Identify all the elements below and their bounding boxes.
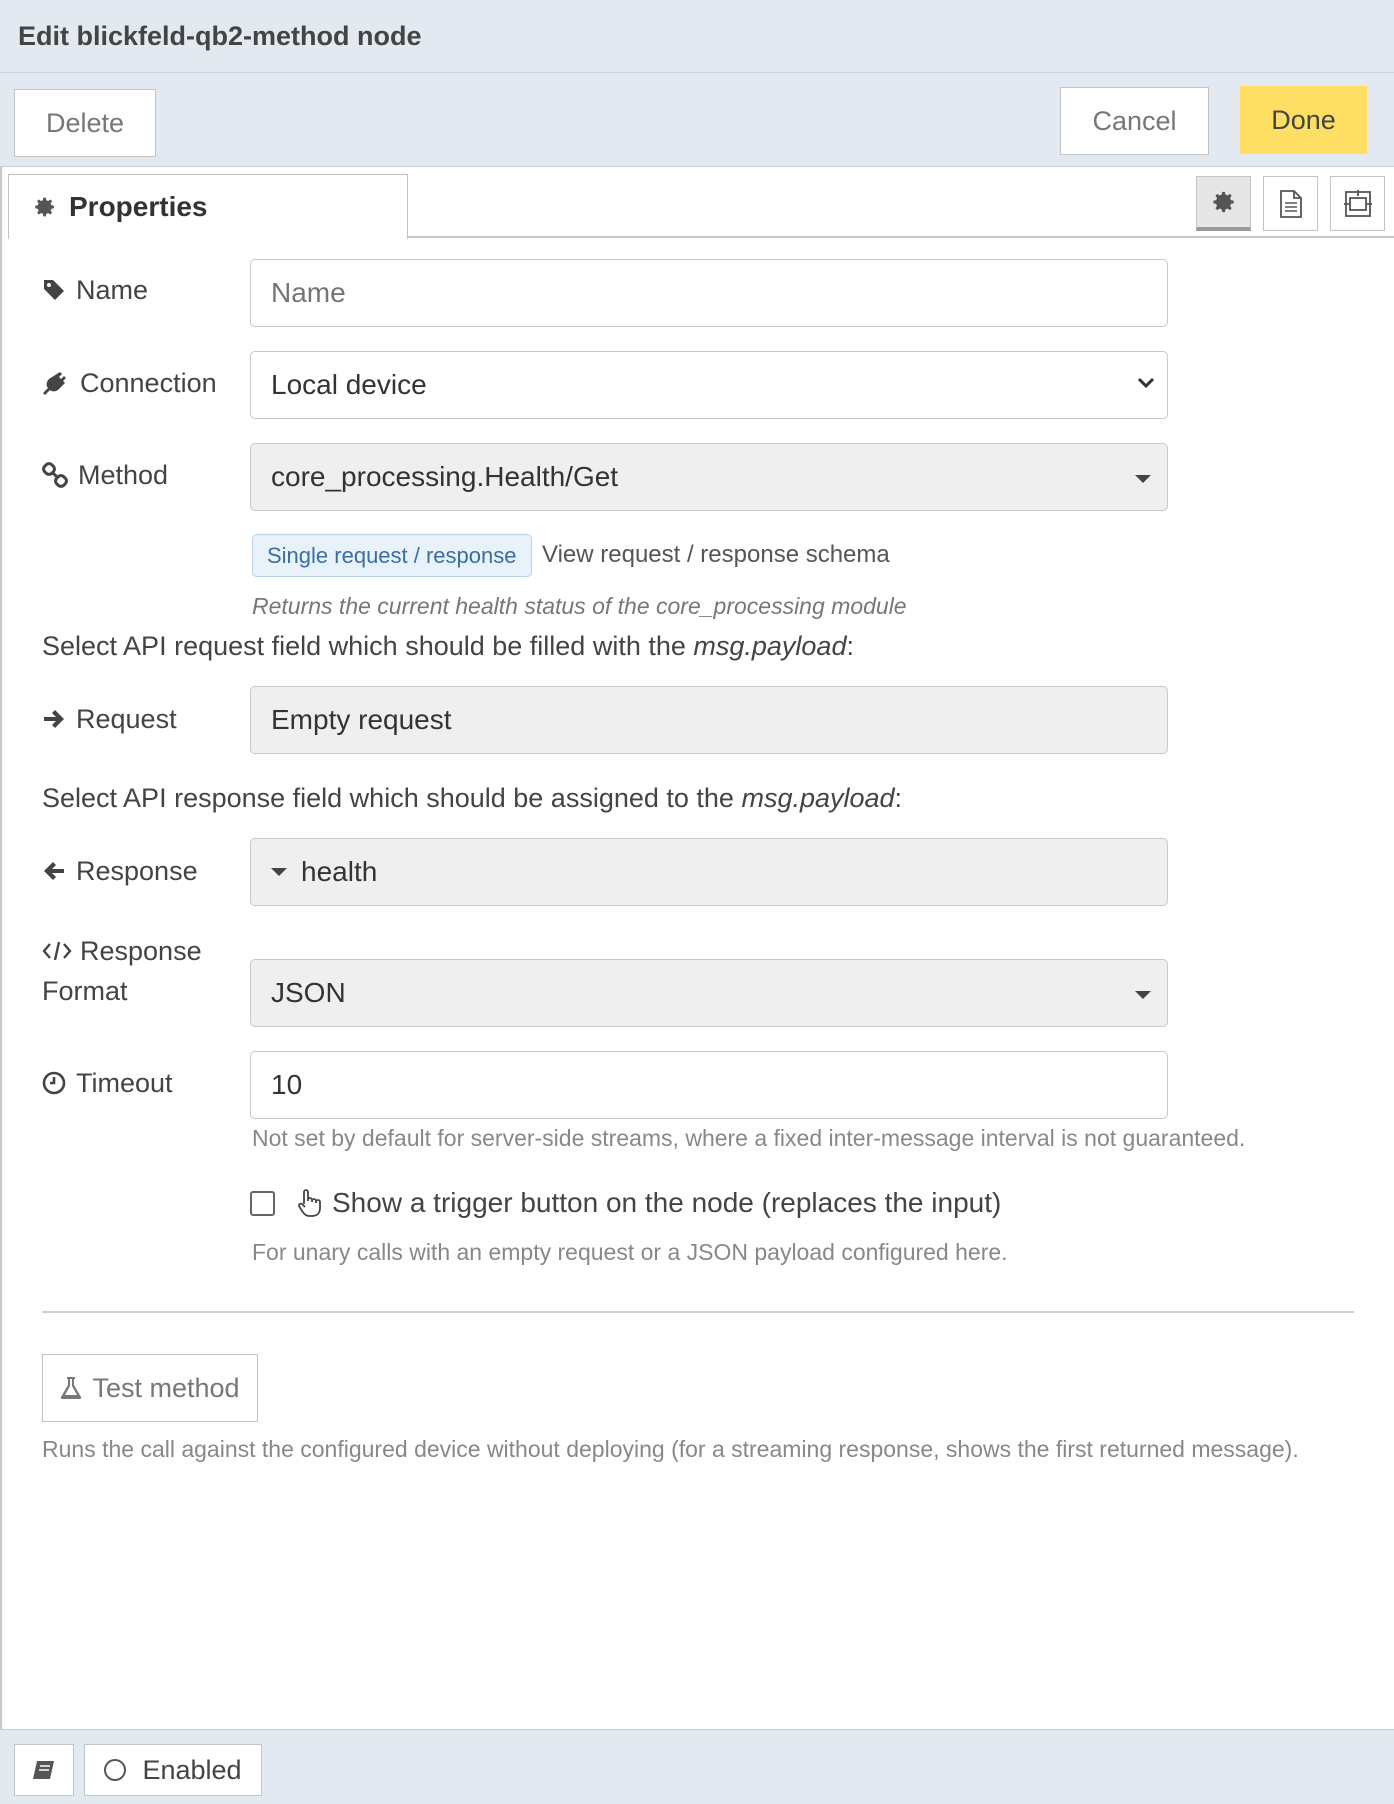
gear-icon <box>1211 189 1237 215</box>
response-format-label: Response Format <box>42 936 202 1006</box>
chevron-down-icon <box>1135 372 1157 394</box>
code-icon <box>42 940 72 962</box>
book-icon <box>31 1759 57 1781</box>
test-method-button[interactable]: Test method <box>42 1354 258 1422</box>
timeout-label: Timeout <box>42 1063 173 1103</box>
response-format-select[interactable]: JSON <box>250 959 1168 1027</box>
trigger-checkbox-label[interactable]: Show a trigger button on the node (replaces the input) <box>296 1181 1001 1225</box>
timeout-hint: Not set by default for server-side streams, where a fixed inter-message interval is not guaranteed. <box>252 1125 1246 1151</box>
plug-icon <box>42 370 70 396</box>
response-label: Response <box>42 851 198 891</box>
tag-icon <box>42 278 66 302</box>
dialog-toolbar <box>0 73 1394 167</box>
clock-icon <box>42 1071 66 1095</box>
test-method-hint: Runs the call against the configured device without deploying (for a streaming response, shows the first returned message). <box>42 1436 1299 1462</box>
trigger-hint: For unary calls with an empty request or a JSON payload configured here. <box>252 1239 1008 1265</box>
connection-select[interactable]: Local device <box>250 351 1168 419</box>
name-label: Name <box>42 270 148 310</box>
name-input[interactable] <box>250 259 1168 327</box>
request-section-text: Select API request field which should be filled with the msg.payload: <box>42 631 854 661</box>
link-icon <box>42 462 68 488</box>
connection-label: Connection <box>42 363 217 403</box>
cancel-button[interactable]: Cancel <box>1060 87 1209 155</box>
tab-appearance-icon-button[interactable] <box>1330 176 1385 231</box>
tab-description-icon-button[interactable] <box>1263 176 1318 231</box>
gear-icon <box>33 195 57 219</box>
tab-settings-icon-button[interactable] <box>1196 176 1251 231</box>
enabled-toggle[interactable]: Enabled <box>84 1744 262 1796</box>
node-appearance-icon <box>1343 189 1373 219</box>
dialog-footer <box>0 1729 1394 1804</box>
view-schema-link[interactable]: View request / response schema <box>542 541 890 568</box>
method-label: Method <box>42 455 168 495</box>
document-icon <box>1278 189 1304 219</box>
caret-down-icon <box>1135 991 1151 999</box>
timeout-input[interactable]: 10 <box>250 1051 1168 1119</box>
tab-bar <box>8 174 1394 238</box>
node-help-button[interactable] <box>14 1744 74 1796</box>
method-select[interactable]: core_processing.Health/Get <box>250 443 1168 511</box>
tab-properties[interactable] <box>8 174 408 239</box>
panel-border <box>0 167 2 1730</box>
done-button[interactable]: Done <box>1240 86 1367 154</box>
arrow-right-icon <box>42 707 66 731</box>
section-divider <box>42 1311 1354 1313</box>
response-section-text: Select API response field which should be assigned to the msg.payload: <box>42 783 903 813</box>
flask-icon <box>60 1376 82 1400</box>
caret-down-icon <box>1135 475 1151 483</box>
request-label: Request <box>42 699 177 739</box>
dialog-title: Edit blickfeld-qb2-method node <box>0 0 1394 73</box>
method-description: Returns the current health status of the core_processing module <box>252 593 907 619</box>
caret-down-icon <box>271 868 287 876</box>
trigger-checkbox[interactable] <box>250 1191 275 1216</box>
arrow-left-icon <box>42 859 66 883</box>
tab-properties-label: Properties <box>69 191 208 222</box>
delete-button[interactable]: Delete <box>14 89 156 157</box>
response-field[interactable]: health <box>250 838 1168 906</box>
request-field[interactable]: Empty request <box>250 686 1168 754</box>
method-type-badge: Single request / response <box>252 534 532 577</box>
toggle-circle-icon <box>104 1759 126 1781</box>
hand-pointer-icon <box>296 1188 322 1218</box>
